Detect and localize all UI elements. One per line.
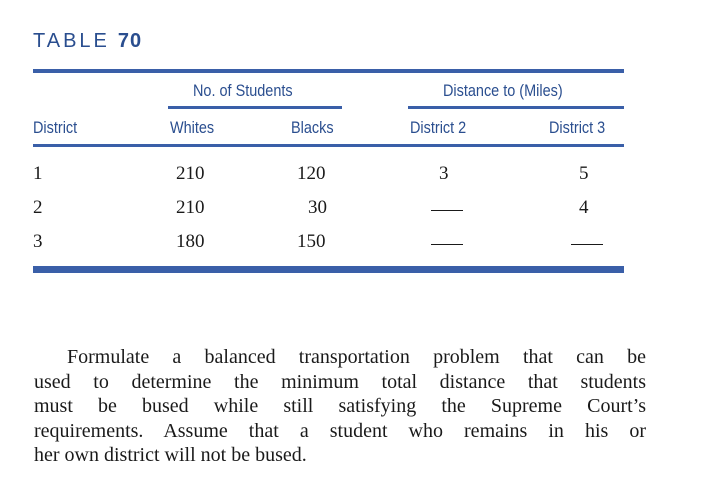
table-cell: 2: [33, 197, 43, 218]
table-top-rule: [33, 69, 624, 73]
table-cell: 3: [439, 163, 449, 184]
table-label: TABLE: [33, 30, 110, 52]
col-header-whites: Whites: [170, 118, 215, 137]
distance-group-rule: [408, 106, 624, 109]
table-cell: 210: [176, 163, 205, 184]
students-group-rule: [168, 106, 342, 109]
col-header-blacks: Blacks: [291, 118, 334, 137]
group-header-distance: Distance to (Miles): [443, 81, 563, 100]
dash-mark: [431, 210, 463, 211]
col-header-district-3: District 3: [549, 118, 606, 137]
table-cell: 3: [33, 231, 43, 252]
table-cell: [431, 231, 463, 253]
table-cell: [431, 197, 463, 219]
col-header-district-2: District 2: [410, 118, 467, 137]
table-title: [33, 30, 142, 53]
table-cell: 4: [579, 197, 589, 218]
table-cell: 30: [308, 197, 327, 218]
table-cell: [571, 231, 603, 253]
table-cell: 1: [33, 163, 43, 184]
table-cell: 150: [297, 231, 326, 252]
table-cell: 120: [297, 163, 326, 184]
group-header-students: No. of Students: [193, 81, 293, 100]
table-cell: 5: [579, 163, 589, 184]
col-header-district: District: [33, 118, 78, 137]
problem-text: [34, 345, 646, 468]
table-header-rule: [33, 144, 624, 147]
dash-mark: [571, 244, 603, 245]
table-number: 70: [117, 30, 143, 52]
problem-line: her own district will not be bused.: [34, 444, 307, 466]
table-cell: 180: [176, 231, 205, 252]
table-cell: 210: [176, 197, 205, 218]
problem-line: must be bused while still satisfying the Supreme Court’s: [34, 395, 646, 417]
dash-mark: [431, 244, 463, 245]
problem-line: used to determine the minimum total distance that students: [34, 370, 646, 393]
table-bottom-rule: [33, 266, 624, 273]
problem-line: Formulate a balanced transportation problem that can be: [67, 346, 646, 368]
problem-line: requirements. Assume that a student who remains in his or: [34, 419, 646, 442]
